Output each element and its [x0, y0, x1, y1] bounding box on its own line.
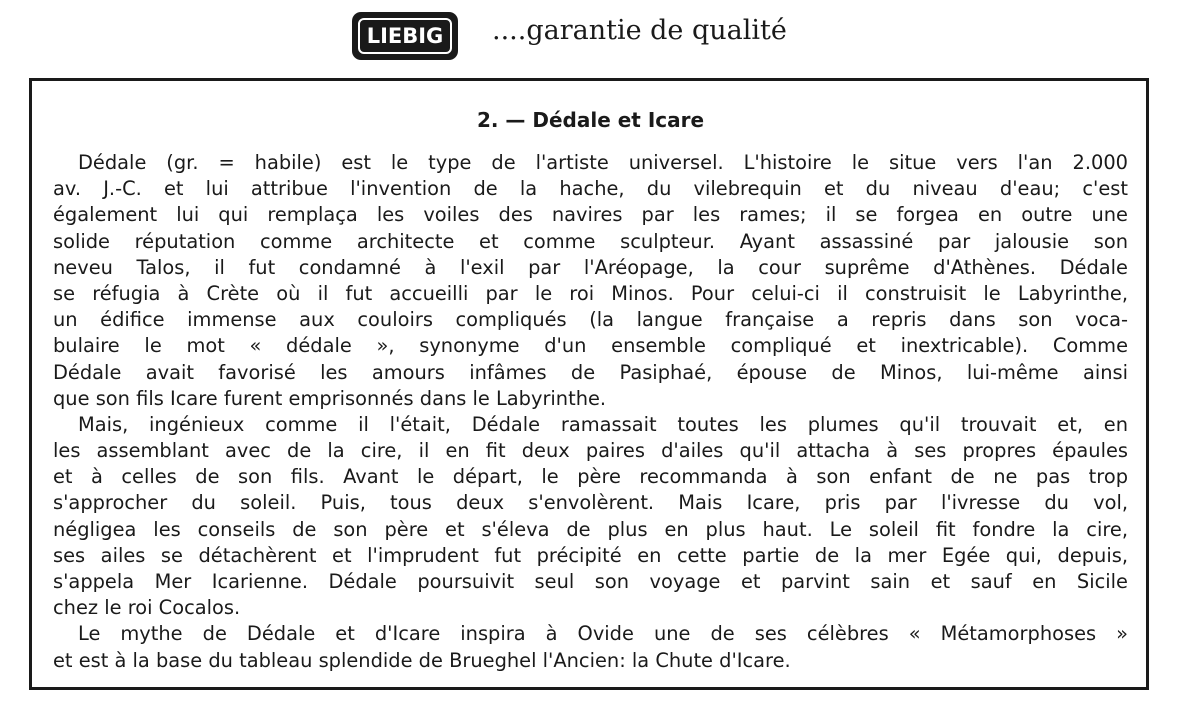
article-title: 2. — Dédale et Icare	[476, 108, 705, 132]
text-line: que son fils Icare furent emprisonnés dans le Labyrinthe.	[53, 386, 607, 410]
text-line: un édifice immense aux couloirs compliqués (la langue française a repris dans son voca-	[53, 308, 1128, 332]
text-line: Dédale avait favorisé les amours infâmes de Pasiphaé, épouse de Minos, lui-même ainsi	[53, 360, 1128, 384]
logo-text: LIEBIG	[358, 18, 452, 54]
text-line: Mais, ingénieux comme il l'était, Dédale ramassait toutes les plumes qu'il trouvait et, en	[78, 412, 1128, 436]
text-line: chez le roi Cocalos.	[53, 596, 241, 620]
text-line: Le mythe de Dédale et d'Icare inspira à Ovide une de ses célèbres « Métamorphoses »	[78, 622, 1128, 646]
text-line: ses ailes se détachèrent et l'imprudent fut précipité en cette partie de la mer Egée qui, depuis,	[53, 543, 1128, 567]
article-body	[53, 150, 1128, 674]
text-line: bulaire le mot « dédale », synonyme d'un ensemble compliqué et inextricable). Comme	[53, 334, 1128, 358]
text-line: se réfugia à Crète où il fut accueilli par le roi Minos. Pour celui-ci il construisit le Labyrinthe,	[53, 281, 1128, 305]
text-line: s'appela Mer Icarienne. Dédale poursuivit seul son voyage et parvint sain et sauf en Sicile	[53, 570, 1128, 593]
text-line: les assemblant avec de la cire, il en fit deux paires d'ailes qu'il attacha à ses propres épaules	[53, 439, 1128, 463]
header	[0, 0, 1181, 72]
text-line: solide réputation comme architecte et comme sculpteur. Ayant assassiné par jalousie son	[53, 229, 1128, 253]
text-line: également lui qui remplaça les voiles des navires par les rames; il se forgea en outre une	[53, 203, 1128, 227]
text-line: et à celles de son fils. Avant le départ, le père recommanda à son enfant de ne pas trop	[53, 465, 1128, 489]
text-line: négligea les conseils de son père et s'éleva de plus en plus haut. Le soleil fit fondre la cire,	[53, 517, 1128, 541]
liebig-logo	[352, 12, 458, 60]
text-line: et est à la base du tableau splendide de Brueghel l'Ancien: la Chute d'Icare.	[53, 648, 791, 672]
text-line: av. J.-C. et lui attribue l'invention de la hache, du vilebrequin et du niveau d'eau; c'est	[53, 177, 1128, 201]
text-line: Dédale (gr. = habile) est le type de l'artiste universel. L'histoire le situe vers l'an 2.000	[78, 151, 1128, 174]
tagline: ....garantie de qualité	[492, 15, 787, 46]
text-line: s'approcher du soleil. Puis, tous deux s'envolèrent. Mais Icare, pris par l'ivresse du vol,	[53, 491, 1128, 515]
text-line: neveu Talos, il fut condamné à l'exil par l'Aréopage, la cour suprême d'Athènes. Dédale	[53, 255, 1128, 279]
